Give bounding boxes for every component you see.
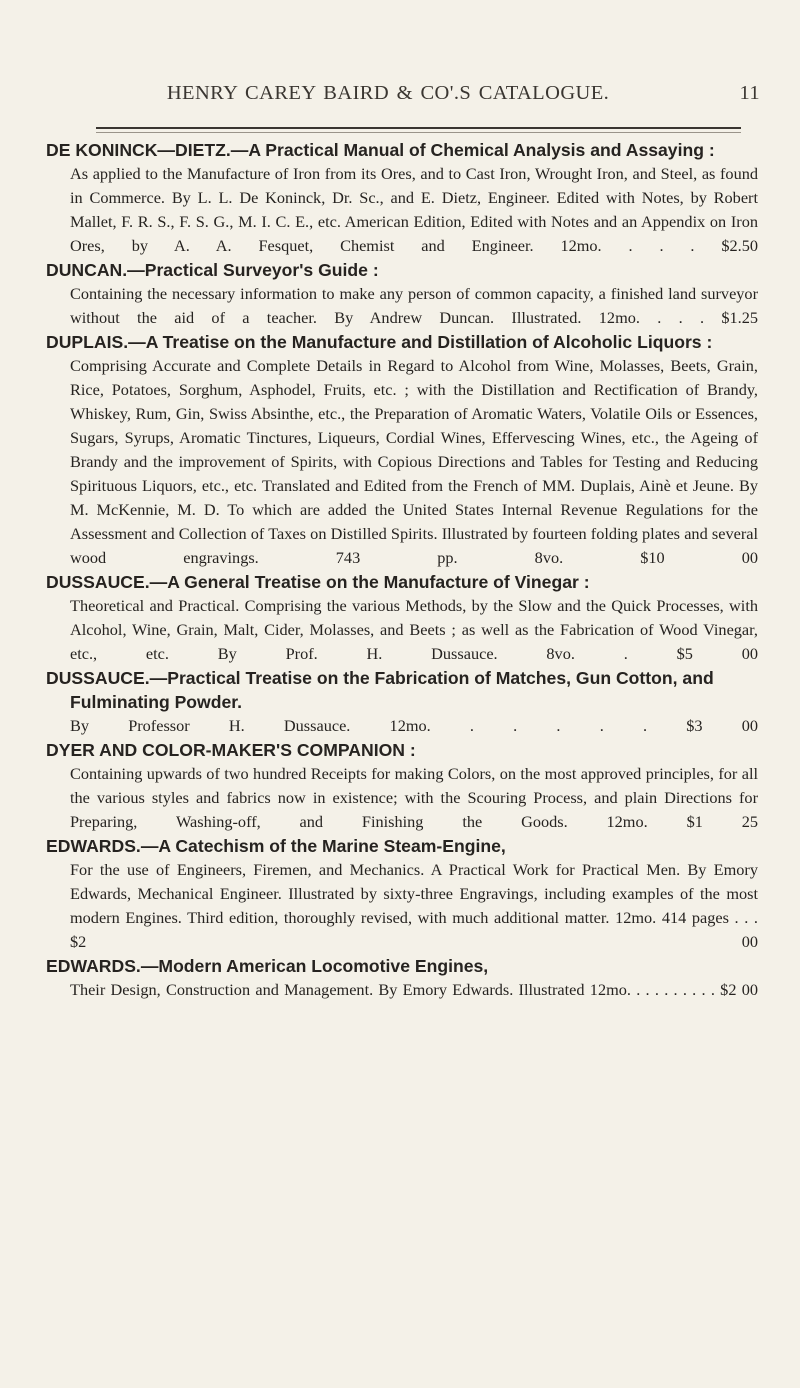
entry-heading: DUNCAN.—Practical Surveyor's Guide : xyxy=(46,260,379,280)
entry-description xyxy=(46,162,758,258)
header-rule xyxy=(96,127,741,129)
running-title: HENRY CAREY BAIRD & CO'.S CATALOGUE. xyxy=(166,82,610,104)
entry-price: $2 00 xyxy=(720,980,758,999)
catalogue-entry xyxy=(46,834,758,954)
catalogue-entry xyxy=(46,258,758,330)
entry-price: $1 25 xyxy=(686,812,758,831)
entry-description xyxy=(46,354,758,570)
entry-text: Theoretical and Practical. Comprising the various Methods, by the Slow and the Quick Processes, with Alcohol, Wine, Grain, Malt, Cider, Molasses, and Beets ; as well as the Fabrication of Wood Vinegar, etc., etc. By Prof. H. Dussauce. 8vo. . xyxy=(70,596,758,663)
page-number: 11 xyxy=(739,82,760,104)
entry-text: Their Design, Construction and Management. By Emory Edwards. Illustrated 12mo. . . . . . . . . . xyxy=(70,980,715,999)
entry-description xyxy=(46,282,758,330)
entry-text: Comprising Accurate and Complete Details in Regard to Alcohol from Wine, Molasses, Beets, Grain, Rice, Potatoes, Sorghum, Asphodel, Fruits, etc. ; with the Distillation and Rectification of Brandy, Whiskey, Rum, Gin, Swiss Absinthe, etc., the Preparation of Aromatic Waters, Volatile Oils or Essences, Sugars, Syrups, Aromatic Tinctures, Liqueurs, Cordial Wines, Effervescing Wines, etc., the Ageing of Brandy and the improvement of Spirits, with Copious Directions and Tables for Testing and Reducing Spirituous Liquors, etc., etc. Translated and Edited from the French of MM. Duplais, Ainè et Jeune. By M. McKennie, M. D. To which are added the United States Internal Revenue Regulations for the Assessment and Collection of Taxes on Distilled Spirits. Illustrated by fourteen folding plates and several wood engravings. 743 pp. 8vo. xyxy=(70,356,758,567)
entry-heading: DYER AND COLOR-MAKER'S COMPANION : xyxy=(46,740,416,760)
catalogue-entry xyxy=(46,138,758,258)
entry-text: As applied to the Manufacture of Iron from its Ores, and to Cast Iron, Wrought Iron, and Steel, as found in Commerce. By L. L. De Koninck, Dr. Sc., and E. Dietz, Engineer. Edited with Notes, by Robert Mallet, F. R. S., F. S. G., M. I. C. E., etc. American Edition, Edited with Notes and an Appendix on Iron Ores, by A. A. Fesquet, Chemist and Engineer. 12mo. . . . xyxy=(70,164,758,255)
entry-price: $1.25 xyxy=(721,308,759,327)
entry-text: For the use of Engineers, Firemen, and Mechanics. A Practical Work for Practical Men. By Emory Edwards, Mechanical Engineer. Illustrated by sixty-three Engravings, including examples of the most modern Engines. Third edition, thoroughly revised, with much additional matter. 12mo. 414 pages . . . xyxy=(70,860,758,927)
entry-description xyxy=(46,858,758,954)
entry-price: $5 00 xyxy=(676,644,758,663)
catalogue-entries xyxy=(46,138,758,1002)
catalogue-entry xyxy=(46,738,758,834)
entry-description xyxy=(46,594,758,666)
entry-heading: EDWARDS.—A Catechism of the Marine Steam-Engine, xyxy=(46,836,506,856)
entry-heading: DUSSAUCE.—Practical Treatise on the Fabrication of Matches, Gun Cotton, and Fulminating Powder. xyxy=(46,668,714,712)
entry-price: $2.50 xyxy=(721,236,758,255)
entry-description xyxy=(46,762,758,834)
header-rule-thin xyxy=(96,132,741,133)
entry-heading: EDWARDS.—Modern American Locomotive Engines, xyxy=(46,956,489,976)
entry-heading: DUPLAIS.—A Treatise on the Manufacture and Distillation of Alcoholic Liquors : xyxy=(46,332,713,352)
catalogue-entry xyxy=(46,570,758,666)
entry-text: Containing the necessary information to make any person of common capacity, a finished land surveyor without the aid of a teacher. By Andrew Duncan. Illustrated. 12mo. . . . xyxy=(70,284,758,327)
entry-description xyxy=(46,978,758,1002)
entry-heading: DE KONINCK—DIETZ.—A Practical Manual of Chemical Analysis and Assaying : xyxy=(46,140,715,160)
entry-description xyxy=(46,714,758,738)
entry-price: $2 00 xyxy=(70,932,758,951)
entry-text: By Professor H. Dussauce. 12mo. . . . . . xyxy=(70,716,648,735)
entry-price: $10 00 xyxy=(640,548,758,567)
catalogue-entry xyxy=(46,954,758,1002)
entry-heading: DUSSAUCE.—A General Treatise on the Manufacture of Vinegar : xyxy=(46,572,590,592)
catalogue-entry xyxy=(46,666,758,738)
catalogue-entry xyxy=(46,330,758,570)
entry-price: $3 00 xyxy=(686,716,758,735)
running-header xyxy=(60,82,760,105)
entry-text: Containing upwards of two hundred Receipts for making Colors, on the most approved principles, for all the various styles and fabrics now in existence; with the Scouring Process, and plain Directions for Preparing, Washing-off, and Finishing the Goods. 12mo. xyxy=(70,764,758,831)
